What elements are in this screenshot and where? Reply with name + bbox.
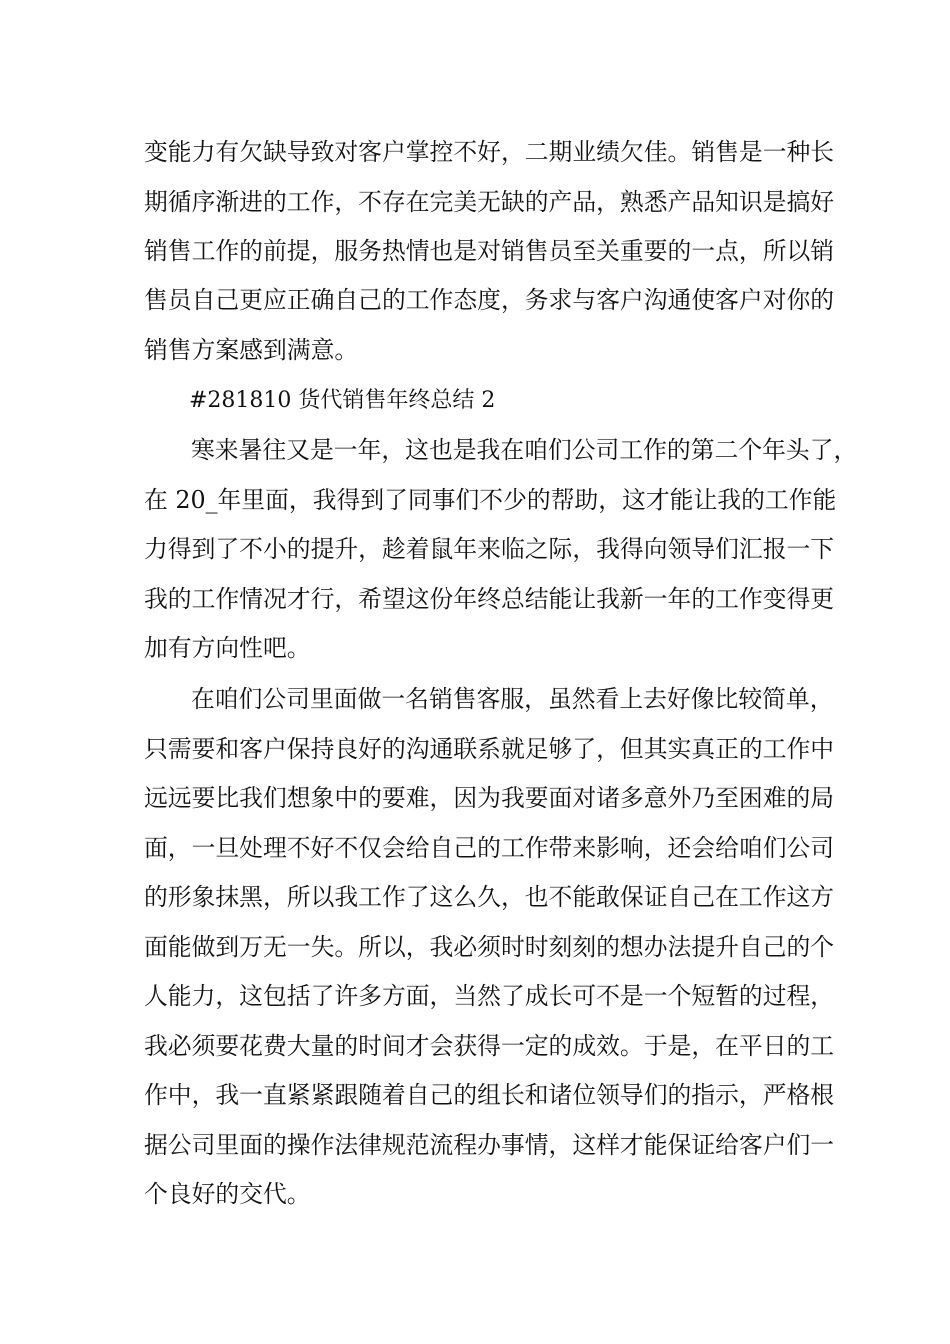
section-heading: #281810 货代销售年终总结 2 (189, 388, 496, 413)
paragraph-3-line-3: 远远要比我们想象中的要难，因为我要面对诸多意外乃至困难的局 (144, 784, 835, 812)
paragraph-1-line-5: 销售方案感到满意。 (144, 336, 359, 364)
paragraph-3-line-7: 人能力，这包括了许多方面，当然了成长可不是一个短暂的过程， (144, 982, 835, 1010)
paragraph-1-line-2: 期循序渐进的工作，不存在完美无缺的产品，熟悉产品知识是搞好 (144, 188, 835, 216)
paragraph-3-line-4: 面，一旦处理不好不仅会给自己的工作带来影响，还会给咱们公司 (144, 834, 835, 862)
paragraph-3-line-8: 我必须要花费大量的时间才会获得一定的成效。于是，在平日的工 (144, 1032, 835, 1060)
paragraph-3-line-1: 在咱们公司里面做一名销售客服，虽然看上去好像比较简单， (191, 685, 834, 713)
paragraph-2-line-1: 寒来暑往又是一年，这也是我在咱们公司工作的第二个年头了， (191, 436, 858, 464)
paragraph-3-line-10: 据公司里面的操作法律规范流程办事情，这样才能保证给客户们一 (144, 1131, 835, 1159)
paragraph-2-line-5: 加有方向性吧。 (144, 634, 311, 662)
paragraph-1-line-3: 销售工作的前提，服务热情也是对销售员至关重要的一点，所以销 (144, 237, 835, 265)
paragraph-2-line-3: 力得到了不小的提升，趁着鼠年来临之际，我得向领导们汇报一下 (144, 535, 835, 563)
paragraph-2-line-2: 在 20_年里面，我得到了同事们不少的帮助，这才能让我的工作能 (144, 486, 837, 514)
paragraph-2-line-4: 我的工作情况才行，希望这份年终总结能让我新一年的工作变得更 (144, 585, 835, 613)
paragraph-3-line-2: 只需要和客户保持良好的沟通联系就足够了，但其实真正的工作中 (144, 735, 835, 763)
paragraph-1-line-4: 售员自己更应正确自己的工作态度，务求与客户沟通使客户对你的 (144, 286, 835, 314)
paragraph-3-line-11: 个良好的交代。 (144, 1180, 311, 1208)
paragraph-3-line-9: 作中，我一直紧紧跟随着自己的组长和诸位领导们的指示，严格根 (144, 1081, 835, 1109)
paragraph-1-line-1: 变能力有欠缺导致对客户掌控不好，二期业绩欠佳。销售是一种长 (144, 138, 835, 166)
paragraph-3-line-6: 面能做到万无一失。所以，我必须时时刻刻的想办法提升自己的个 (144, 933, 835, 961)
paragraph-3-line-5: 的形象抹黑，所以我工作了这么久，也不能敢保证自己在工作这方 (144, 883, 835, 911)
